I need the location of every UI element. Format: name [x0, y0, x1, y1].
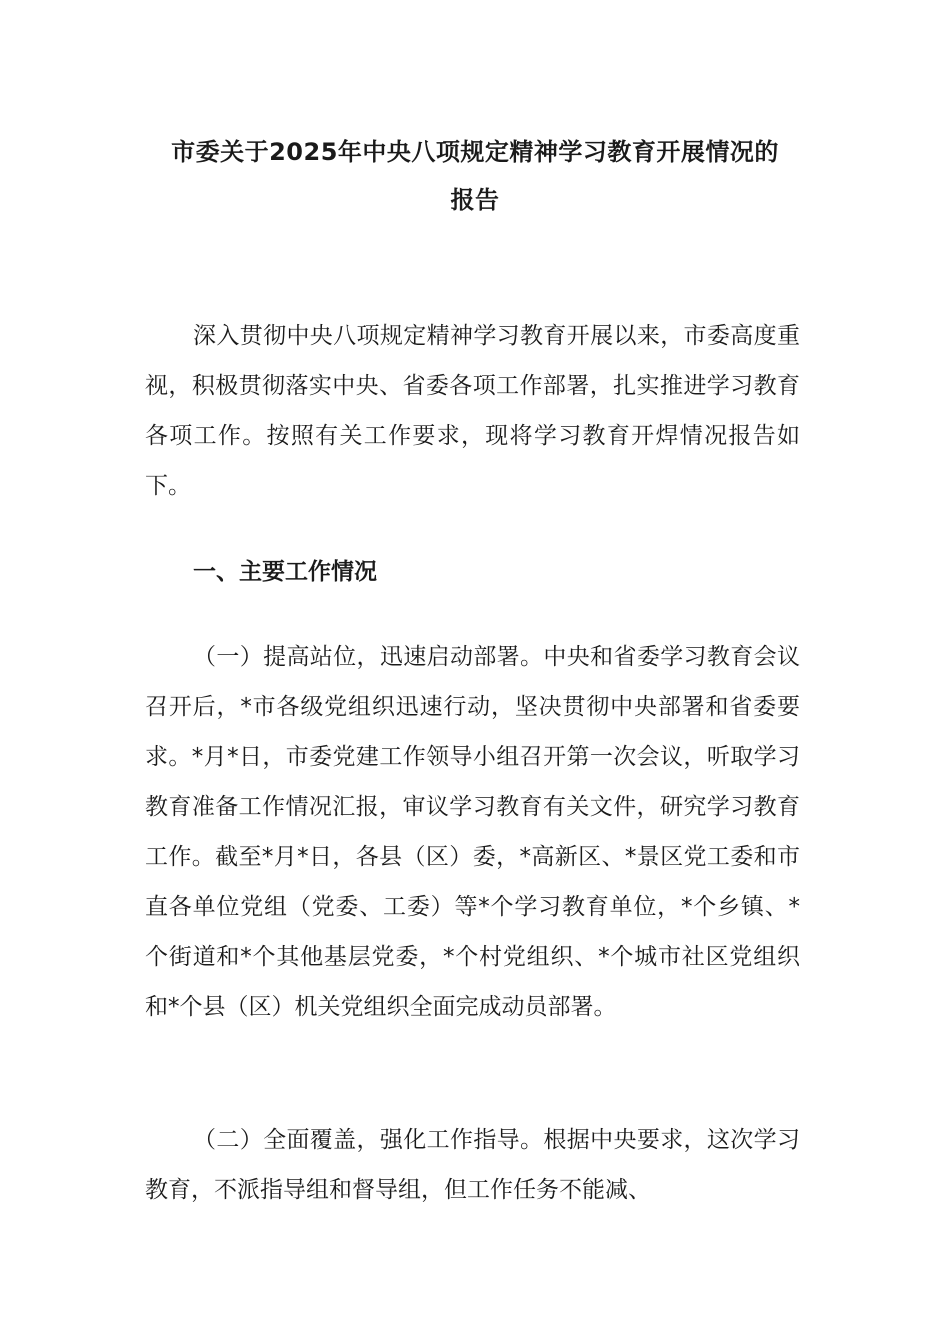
- intro-block: [145, 311, 800, 511]
- intro-paragraph: 深入贯彻中央八项规定精神学习教育开展以来，市委高度重视，积极贯彻落实中央、省委各项工作部署，扎实推进学习教育各项工作。按照有关工作要求，现将学习教育开焊情况报告如下。: [145, 323, 800, 499]
- document-title: [140, 128, 810, 224]
- paragraph-item-1: （一）提高站位，迅速启动部署。中央和省委学习教育会议召开后，*市各级党组织迅速行动，坚决贯彻中央部署和省委要求。*月*日，市委党建工作领导小组召开第一次会议，听取学习教育准备工作情况汇报，审议学习教育有关文件，研究学习教育工作。截至*月*日，各县（区）委，*高新区、*景区党工委和市直各单位党组（党委、工委）等*个学习教育单位，*个乡镇、*个街道和*个其他基层党委，*个村党组织、*个城市社区党组织和*个县（区）机关党组织全面完成动员部署。: [145, 644, 800, 1020]
- section-one-block: [145, 632, 800, 1032]
- section-two-block: [145, 1115, 800, 1215]
- title-line-2: 报告: [450, 186, 500, 214]
- section-heading-main-work: 一、主要工作情况: [193, 559, 377, 585]
- title-line-1: 市委关于2025年中央八项规定精神学习教育开展情况的: [171, 138, 779, 166]
- paragraph-item-2: （二）全面覆盖，强化工作指导。根据中央要求，这次学习教育，不派指导组和督导组，但工作任务不能减、: [145, 1127, 800, 1203]
